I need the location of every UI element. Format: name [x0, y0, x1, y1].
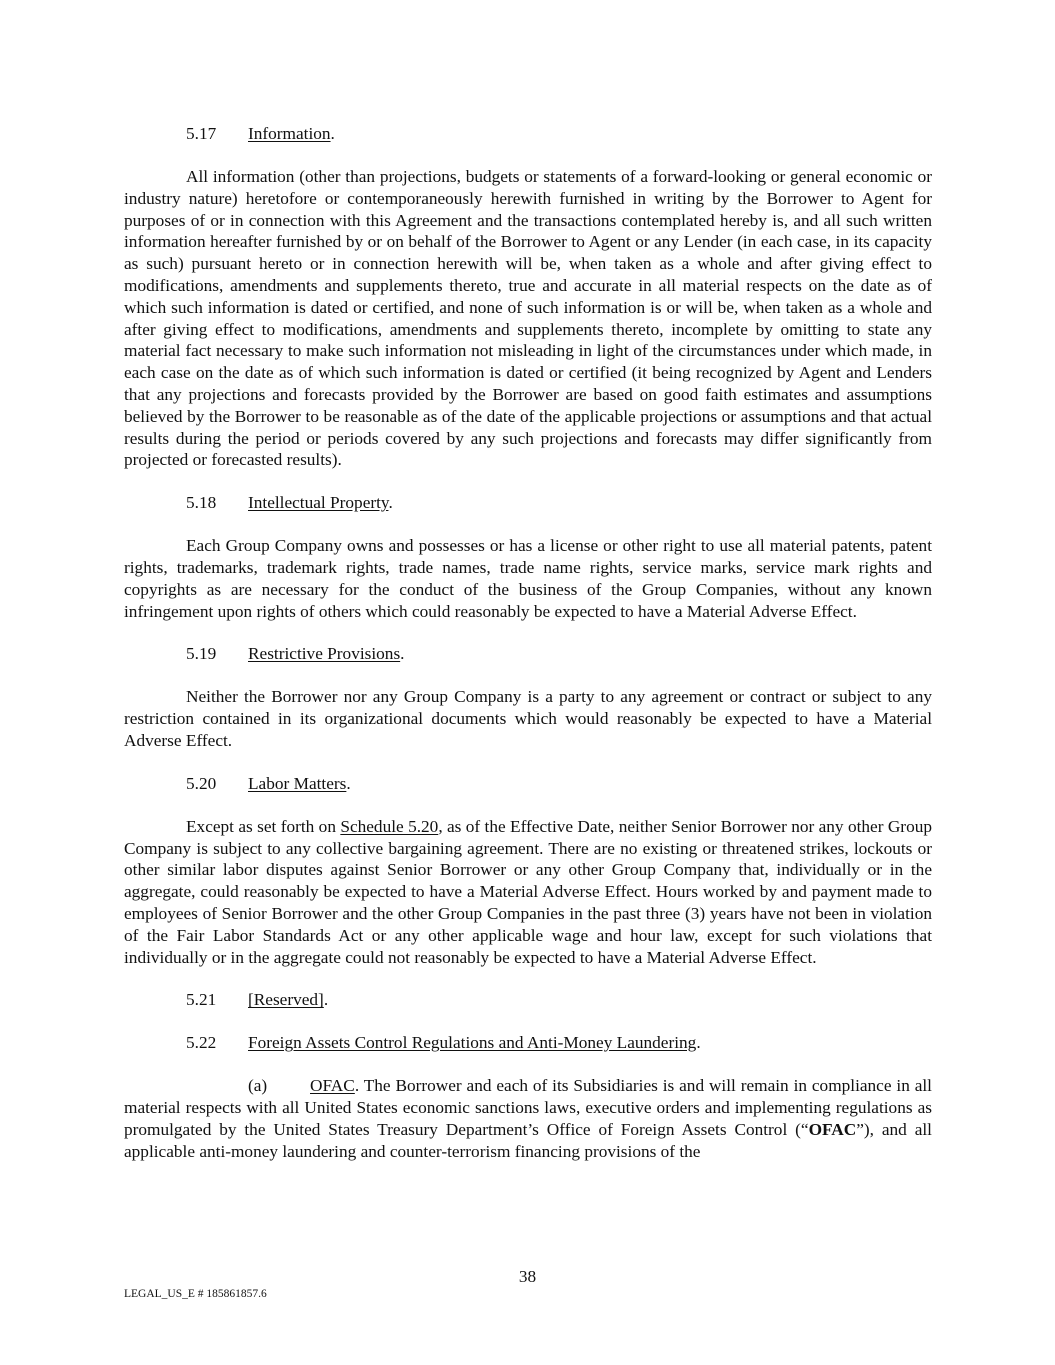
- section-number: 5.21: [186, 990, 217, 1010]
- defined-term: OFAC: [808, 1119, 857, 1139]
- subsection-label: (a): [248, 1076, 268, 1096]
- section-number: 5.18: [186, 493, 217, 513]
- section-title: Foreign Assets Control Regulations and Anti-Money Laundering: [248, 1033, 697, 1053]
- section-heading-5-20: 5.20 Labor Matters.: [186, 773, 351, 793]
- section-number: 5.20: [186, 773, 217, 793]
- section-body-5-17: All information (other than projections, budgets or statements of a forward-looking or general economic or industry nature) heretofore or contemporaneously herewith furnished in writing by the Borrower to Agent for purposes of or in connection with this Agreement and the transactions contemplated hereby is, and all such written information hereafter furnished by or on behalf of the Borrower to Agent or any Lender (in each case, in its capacity as such) pursuant hereto or in connection herewith will be, when taken as a whole and after giving effect to modifications, amendments and supplements thereto, true and accurate in all material respects on the date as of which such information is dated or certified, and none of such information is or will be, when taken as a whole and after giving effect to modifications, amendments and supplements thereto, incomplete by omitting to state any material fact necessary to make such information not misleading in light of the circumstances under which made, in each case on the date as of which such information is dated or certified (it being recognized by Agent and Lenders that any projections and forecasts provided by the Borrower are based on good faith estimates and assumptions believed by the Borrower to be reasonable as of the date of the applicable projections or assumptions and that actual results during the period or periods covered by any such projections and forecasts may differ significantly from projected or forecasted results).: [124, 167, 932, 470]
- section-number: 5.22: [186, 1033, 217, 1053]
- document-page: [124, 123, 932, 1163]
- section-title: [Reserved]: [248, 990, 324, 1010]
- section-heading-5-21: 5.21 [Reserved].: [186, 990, 329, 1010]
- body-text: Except as set forth on: [186, 816, 341, 836]
- section-body-5-19: Neither the Borrower nor any Group Company is a party to any agreement or contract or subject to any restriction contained in its organizational documents which would reasonably be expected to have a Material Adverse Effect.: [124, 687, 932, 750]
- section-heading-5-18: 5.18 Intellectual Property.: [186, 493, 393, 513]
- schedule-reference: Schedule 5.20: [340, 816, 439, 836]
- section-title: Information: [248, 124, 331, 143]
- section-heading-5-17: 5.17 Information.: [186, 124, 335, 143]
- subsection-a-ofac: (a) OFAC. The Borrower and each of its Subsidiaries is and will remain in compliance in all material respects with all United States economic sanctions laws, executive orders and implementing regulations as promulgated by the United States Treasury Department’s Office of Foreign Assets Control (“OFAC”), and all applicable anti-money laundering and counter-terrorism financing provisions of the: [124, 1076, 932, 1161]
- section-body-5-18: Each Group Company owns and possesses or has a license or other right to use all material patents, patent rights, trademarks, trademark rights, trade names, trade name rights, service marks, service mark rights and copyrights as are necessary for the conduct of the business of the Group Companies, without any known infringement upon rights of others which could reasonably be expected to have a Material Adverse Effect.: [124, 536, 932, 621]
- section-title: Labor Matters: [248, 773, 347, 793]
- section-title: Restrictive Provisions: [248, 644, 401, 664]
- section-heading-5-19: 5.19 Restrictive Provisions.: [186, 644, 405, 664]
- document-id: LEGAL_US_E # 185861857.6: [124, 1288, 267, 1300]
- body-text: , as of the Effective Date, neither Senior Borrower nor any other Group Company is subject to any collective bargaining agreement. There are no existing or threatened strikes, lockouts or other similar labor disputes against Senior Borrower or any other Group Company that, individually or in the aggregate, could reasonably be expected to have a Material Adverse Effect. Hours worked by and payment made to employees of Senior Borrower and the other Group Companies in the past three (3) years have not been in violation of the Fair Labor Standards Act or any other applicable wage and hour law, except for such violations that individually or in the aggregate could not reasonably be expected to have a Material Adverse Effect.: [124, 816, 932, 967]
- section-number: 5.19: [186, 644, 217, 664]
- section-title: Intellectual Property: [248, 493, 389, 513]
- page-number: 38: [518, 1267, 537, 1286]
- section-body-5-20: [124, 816, 932, 969]
- body-text: ”), and all applicable anti-money laundering and counter-terrorism financing provisions of the: [124, 1119, 932, 1161]
- section-heading-5-22: 5.22 Foreign Assets Control Regulations and Anti-Money Laundering.: [186, 1033, 701, 1053]
- section-number: 5.17: [186, 124, 217, 143]
- subsection-title: OFAC: [310, 1076, 355, 1096]
- body-text: The Borrower and each of its Subsidiaries is and will remain in compliance in all material respects with all United States economic sanctions laws, executive orders and implementing regulations as promulgated by the United States Treasury Department’s Office of Foreign Assets Control (“: [124, 1076, 932, 1139]
